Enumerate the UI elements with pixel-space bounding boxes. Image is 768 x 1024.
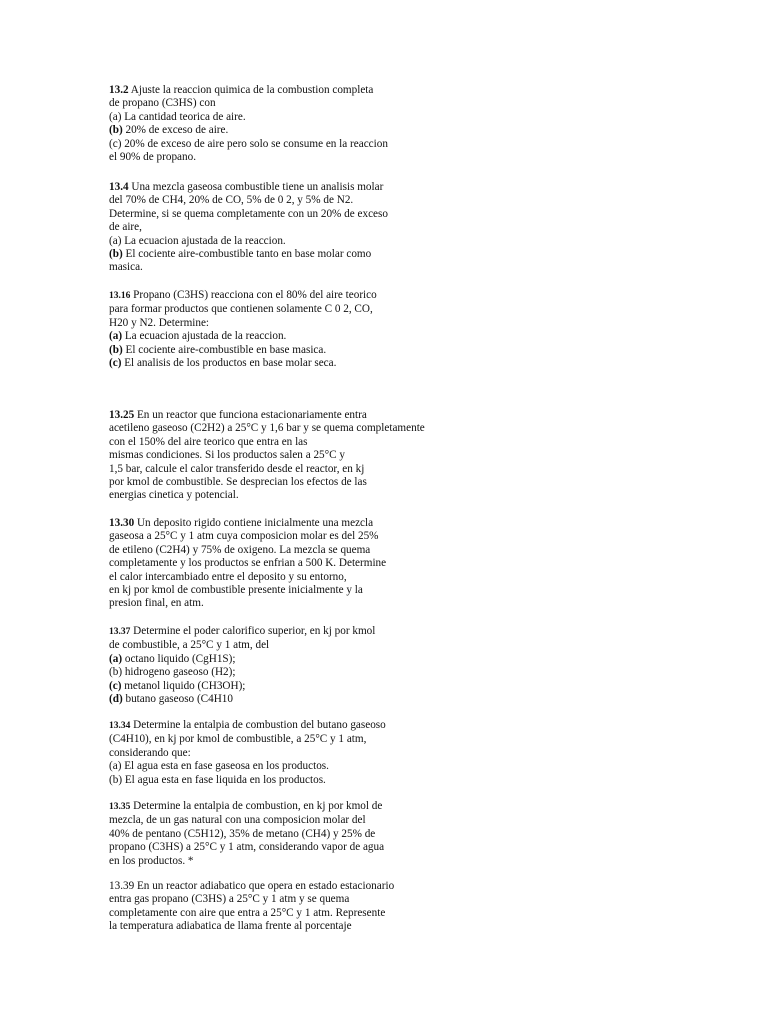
line-text: octano liquido (CgH1S);: [122, 652, 236, 665]
problem-13-34: [109, 719, 489, 787]
problem-line: [109, 625, 489, 639]
problem-line: [109, 666, 489, 679]
problem-line: [109, 344, 489, 357]
problem-line: [109, 422, 489, 435]
problem-line: [109, 893, 489, 906]
problem-line: [109, 719, 489, 733]
problem-line: [109, 111, 489, 124]
problem-line: [109, 774, 489, 787]
line-text: masica.: [109, 261, 143, 274]
problem-line: [109, 289, 489, 303]
problem-13-4: [109, 181, 489, 275]
problem-line: [109, 680, 489, 693]
item-label: (b): [109, 343, 123, 356]
line-text: del 70% de CH4, 20% de CO, 5% de 0 2, y 5% de N2.: [109, 194, 354, 207]
problem-line: [109, 571, 489, 584]
line-text: butano gaseoso (C4H10: [122, 693, 233, 706]
line-text: (b) hidrogeno gaseoso (H2);: [109, 666, 236, 679]
problem-line: [109, 693, 489, 706]
line-text: entra gas propano (C3HS) a 25°C y 1 atm y se quema: [109, 893, 350, 906]
line-text: La ecuacion ajustada de la reaccion.: [122, 330, 287, 343]
problem-line: [109, 97, 489, 110]
problem-13-30: [109, 517, 489, 611]
line-text: el calor intercambiado entre el deposito y su entorno,: [109, 570, 347, 583]
problem-line: [109, 303, 489, 316]
problem-13-16: [109, 289, 489, 370]
problem-line: [109, 317, 489, 330]
line-text: energias cinetica y potencial.: [109, 489, 239, 502]
problem-line: [109, 747, 489, 760]
line-text: considerando que:: [109, 746, 191, 759]
problem-line: [109, 557, 489, 570]
line-text: 13.39 En un reactor adiabatico que opera en estado estacionario: [109, 880, 395, 892]
line-text: metanol liquido (CH3OH);: [121, 679, 246, 692]
line-text: para formar productos que contienen solamente C 0 2, CO,: [109, 303, 373, 316]
line-text: Ajuste la reaccion quimica de la combustion completa: [128, 84, 374, 96]
line-text: Determine la entalpia de combustion del butano gaseoso: [130, 719, 386, 731]
line-text: 40% de pentano (C5H12), 35% de metano (CH4) y 25% de: [109, 827, 376, 840]
problem-13-35: [109, 800, 489, 868]
line-text: (a) La ecuacion ajustada de la reaccion.: [109, 234, 286, 247]
problem-13-37: [109, 625, 489, 706]
line-text: en kj por kmol de combustible presente inicialmente y la: [109, 584, 363, 597]
item-label: 13.37: [109, 627, 131, 637]
line-text: propano (C3HS) a 25°C y 1 atm, considerando vapor de agua: [109, 841, 385, 854]
problem-line: [109, 920, 489, 933]
line-text: Determine el poder calorifico superior, en kj por kmol: [130, 625, 376, 637]
item-label: 13.30: [109, 517, 135, 529]
line-text: de aire,: [109, 221, 142, 234]
problem-line: [109, 841, 489, 854]
problem-line: [109, 828, 489, 841]
problem-line: [109, 855, 489, 868]
line-text: (b) El agua esta en fase liquida en los productos.: [109, 773, 326, 786]
line-text: Determine, si se quema completamente con un 20% de exceso: [109, 207, 388, 220]
problem-13-39: [109, 880, 489, 934]
line-text: de propano (C3HS) con: [109, 97, 216, 110]
problem-line: [109, 517, 489, 530]
line-text: acetileno gaseoso (C2H2) a 25°C y 1,6 bar y se quema completamente: [109, 422, 425, 435]
problem-line: [109, 221, 489, 234]
item-label: (b): [109, 248, 123, 261]
item-label: (a): [109, 652, 123, 665]
problem-line: [109, 639, 489, 652]
line-text: (C4H10), en kj por kmol de combustible, a 25°C y 1 atm,: [109, 733, 367, 746]
problem-line: [109, 124, 489, 137]
problem-line: [109, 800, 489, 814]
item-label: (a): [109, 330, 123, 343]
item-label: (c): [109, 357, 122, 370]
line-text: completamente con aire que entra a 25°C y 1 atm. Represente: [109, 906, 386, 919]
problem-line: [109, 357, 489, 370]
item-label: 13.4: [109, 181, 129, 193]
problem-line: [109, 653, 489, 666]
item-label: 13.25: [109, 409, 135, 421]
problem-line: [109, 597, 489, 610]
line-text: H20 y N2. Determine:: [109, 316, 210, 329]
problem-13-25: [109, 409, 489, 503]
problem-line: [109, 330, 489, 343]
problem-line: [109, 194, 489, 207]
line-text: la temperatura adiabatica de llama frente al porcentaje: [109, 920, 352, 933]
line-text: Determine la entalpia de combustion, en kj por kmol de: [130, 800, 383, 812]
line-text: gaseosa a 25°C y 1 atm cuya composicion molar es del 25%: [109, 530, 379, 543]
problem-line: [109, 235, 489, 248]
problem-line: [109, 733, 489, 746]
problem-line: [109, 409, 489, 422]
item-label: 13.16: [109, 291, 131, 301]
line-text: presion final, en atm.: [109, 597, 204, 610]
line-text: (c) 20% de exceso de aire pero solo se consume en la reaccion: [109, 137, 388, 150]
line-text: con el 150% del aire teorico que entra en las: [109, 435, 308, 448]
problem-line: [109, 907, 489, 920]
line-text: (a) El agua esta en fase gaseosa en los productos.: [109, 760, 329, 773]
line-text: Propano (C3HS) reacciona con el 80% del aire teorico: [130, 289, 377, 301]
line-text: El cociente aire-combustible en base masica.: [122, 343, 327, 356]
item-label: 13.34: [109, 721, 131, 731]
problem-line: [109, 261, 489, 274]
problem-line: [109, 84, 489, 97]
problem-line: [109, 248, 489, 261]
line-text: 20% de exceso de aire.: [122, 124, 229, 137]
problem-line: [109, 544, 489, 557]
line-text: El analisis de los productos en base molar seca.: [121, 357, 337, 370]
line-text: por kmol de combustible. Se desprecian los efectos de las: [109, 476, 367, 489]
problem-13-2: [109, 84, 489, 164]
line-text: completamente y los productos se enfrian a 500 K. Determine: [109, 557, 387, 570]
problem-line: [109, 760, 489, 773]
problem-line: [109, 530, 489, 543]
line-text: en los productos. *: [109, 854, 194, 867]
line-text: de etileno (C2H4) y 75% de oxigeno. La mezcla se quema: [109, 543, 371, 556]
problem-line: [109, 151, 489, 164]
problem-line: [109, 463, 489, 476]
line-text: (a) La cantidad teorica de aire.: [109, 110, 246, 123]
problem-line: [109, 449, 489, 462]
line-text: 1,5 bar, calcule el calor transferido desde el reactor, en kj: [109, 462, 365, 475]
item-label: 13.2: [109, 84, 129, 96]
problem-line: [109, 138, 489, 151]
problem-line: [109, 181, 489, 194]
item-label: (c): [109, 679, 122, 692]
line-text: mismas condiciones. Si los productos salen a 25°C y: [109, 449, 345, 462]
problem-line: [109, 489, 489, 502]
line-text: mezcla, de un gas natural con una composicion molar del: [109, 814, 366, 827]
problem-line: [109, 208, 489, 221]
problem-line: [109, 880, 489, 893]
line-text: En un reactor que funciona estacionariamente entra: [134, 409, 367, 421]
problem-line: [109, 814, 489, 827]
line-text: el 90% de propano.: [109, 151, 196, 164]
item-label: (d): [109, 693, 123, 706]
line-text: Un deposito rigido contiene inicialmente una mezcla: [134, 517, 374, 529]
item-label: (b): [109, 124, 123, 137]
item-label: 13.35: [109, 802, 131, 812]
line-text: El cociente aire-combustible tanto en base molar como: [122, 248, 372, 261]
problem-line: [109, 584, 489, 597]
problem-line: [109, 476, 489, 489]
line-text: Una mezcla gaseosa combustible tiene un analisis molar: [128, 181, 384, 193]
line-text: de combustible, a 25°C y 1 atm, del: [109, 639, 270, 652]
problem-line: [109, 436, 489, 449]
